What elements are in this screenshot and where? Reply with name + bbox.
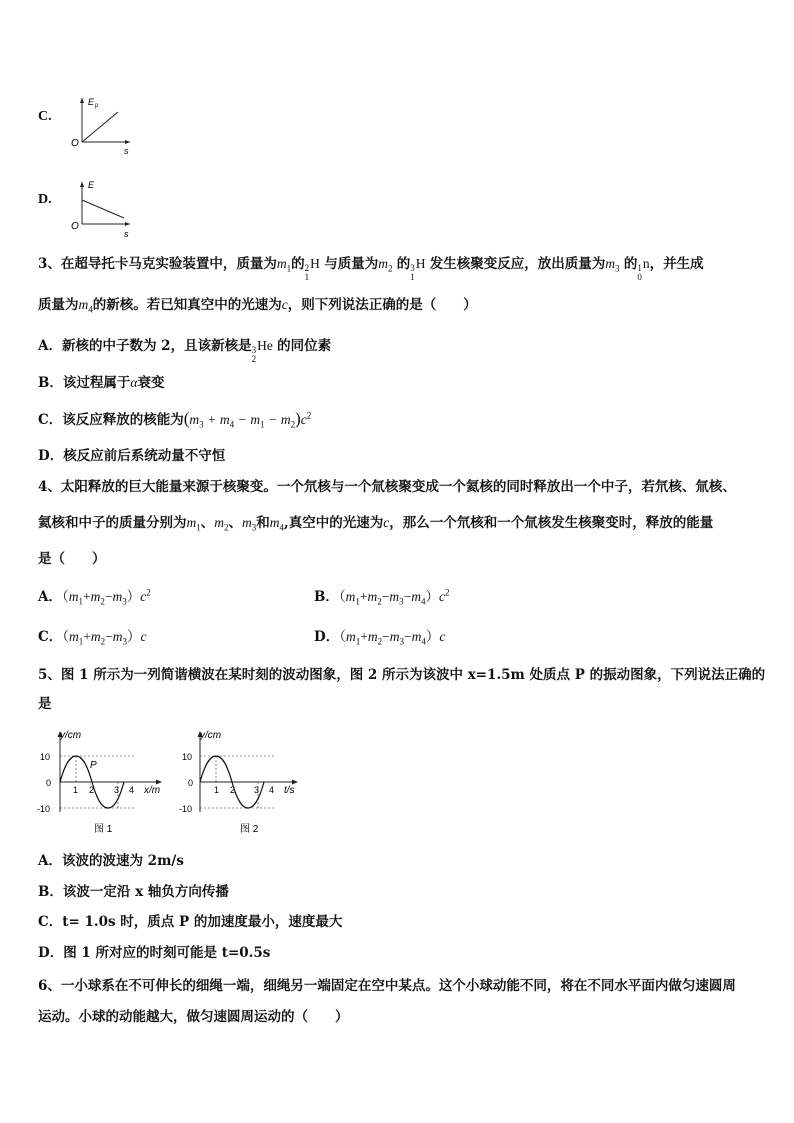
q4-option-a[interactable]: A．$(m_1+m_2-m_3)c^2$: [38, 587, 151, 607]
x-tick-4: 4: [269, 785, 275, 795]
y-axis-label: E: [88, 97, 95, 107]
question-5-line-2: 是: [38, 696, 52, 712]
x-tick-2: 2: [230, 785, 236, 795]
q4-option-d[interactable]: D．$(m_1+m_2-m_3-m_4)c$: [314, 629, 446, 647]
y-axis-label: y/cm: [200, 730, 222, 741]
question-3-line-1: 3、在超导托卡马克实验装置中，质量为$m_1$的 2 1 H 与质量为$m_2$ 的 3 1 H 发生核聚变反应，放出质量为$m_3$ 的 1 0 n，并生成: [38, 256, 704, 282]
q3-option-b[interactable]: B．该过程属于α衰变: [38, 375, 165, 391]
x-tick-1: 1: [73, 785, 79, 795]
x-axis-label: s: [124, 146, 129, 156]
figure-1-wave-graph: [34, 726, 170, 838]
q5-option-c[interactable]: C．t= 1.0s 时，质点 P 的加速度最小，速度最大: [38, 914, 343, 930]
question-4-line-3: 是（ ）: [38, 551, 106, 567]
q3-option-a[interactable]: A．新核的中子数为 2，且该新核是 3 2 He 的同位素: [38, 338, 332, 364]
origin-label: O: [71, 138, 79, 149]
x-tick-1: 1: [214, 785, 220, 795]
q4-option-c[interactable]: C．$(m_1+m_2-m_3)c$: [38, 629, 147, 647]
q5-option-d[interactable]: D．图 1 所对应的时刻可能是 t=0.5s: [38, 945, 271, 961]
x-axis-label: t/s: [284, 785, 295, 796]
q3-option-c[interactable]: C．该反应释放的核能为$(m_3 + m_4 - m_1 - m_2)c^2$: [38, 409, 312, 430]
q5-option-b[interactable]: B．该波一定沿 x 轴负方向传播: [38, 884, 229, 900]
q4-option-b[interactable]: B．$(m_1+m_2-m_3-m_4)c^2$: [314, 587, 450, 607]
y-axis-label: E: [88, 180, 95, 190]
x-tick-4: 4: [129, 785, 135, 795]
x-axis-label: s: [124, 229, 129, 239]
x-tick-3: 3: [254, 785, 260, 795]
figure-caption: 图 2: [240, 824, 259, 835]
figure-2-vibration-graph: [178, 726, 314, 838]
x-tick-2: 2: [89, 785, 95, 795]
y-axis-label: y/cm: [60, 730, 82, 741]
y-axis-sub: p: [95, 103, 99, 109]
question-6-line-1: 6、一小球系在不可伸长的细绳一端，细绳另一端固定在空中某点。这个小球动能不同，将在不同水平面内做匀速圆周: [38, 978, 736, 994]
y-tick-neg10: -10: [37, 804, 51, 814]
question-3-line-2: 质量为$m_4$的新核。若已知真空中的光速为c，则下列说法正确的是（ ）: [38, 297, 477, 315]
x-axis-label: x/m: [144, 785, 161, 796]
option-c-letter: C.: [38, 109, 52, 124]
question-number: 3、: [38, 256, 61, 272]
q3-option-d[interactable]: D．核反应前后系统动量不守恒: [38, 448, 226, 464]
y-tick-neg10: -10: [179, 804, 193, 814]
question-number: 6、: [38, 978, 61, 994]
x-tick-3: 3: [114, 785, 120, 795]
y-tick-10: 10: [182, 752, 193, 762]
e-vs-s-graph-falling: [68, 176, 140, 240]
question-number: 4、: [38, 479, 61, 495]
y-tick-0: 0: [46, 778, 52, 788]
question-5-line-1: 5、图 1 所示为一列简谐横波在某时刻的波动图象，图 2 所示为该波中 x=1.5m 处质点 P 的振动图象，下列说法正确的: [38, 667, 766, 683]
point-p-label: P: [90, 760, 97, 771]
q5-option-a[interactable]: A．该波的波速为 2m/s: [38, 853, 184, 869]
question-number: 5、: [38, 667, 61, 683]
y-tick-10: 10: [40, 752, 51, 762]
option-d-letter: D.: [38, 192, 52, 207]
question-4-line-2: 氦核和中子的质量分别为$m_1$、$m_2$、$m_3$和$m_4$,真空中的光速为c，那么一个氘核和一个氚核发生核聚变时，释放的能量: [38, 515, 714, 533]
y-tick-0: 0: [188, 778, 194, 788]
question-4-line-1: 4、太阳释放的巨大能量来源于核聚变。一个氘核与一个氚核聚变成一个氦核的同时释放出一个中子，若氘核、氚核、: [38, 479, 736, 495]
origin-label: O: [71, 221, 79, 232]
figure-caption: 图 1: [94, 824, 113, 835]
ep-vs-s-graph-rising: [68, 92, 140, 156]
question-6-line-2: 运动。小球的动能越大，做匀速圆周运动的（ ）: [38, 1009, 349, 1025]
